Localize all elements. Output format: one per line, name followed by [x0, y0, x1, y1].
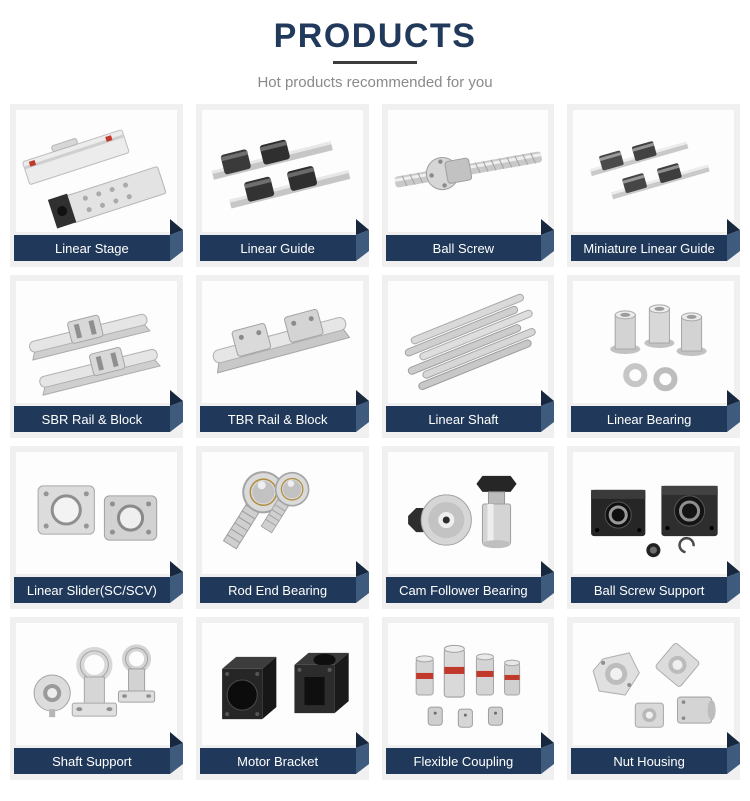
product-banner[interactable]: [571, 235, 727, 261]
product-card-tbr-rail[interactable]: [196, 275, 369, 438]
product-banner[interactable]: [200, 577, 356, 603]
product-image-flexible-coupling: [388, 623, 549, 745]
ribbon-fold-icon: [356, 390, 369, 432]
product-label: Shaft Support: [52, 753, 132, 769]
ribbon-fold-icon: [356, 732, 369, 774]
product-banner[interactable]: [14, 235, 170, 261]
ribbon-fold-icon: [170, 732, 183, 774]
product-banner[interactable]: [14, 748, 170, 774]
product-label: Rod End Bearing: [228, 582, 328, 598]
product-card-shaft-support[interactable]: [10, 617, 183, 780]
ribbon-fold-icon: [170, 561, 183, 603]
product-card-sbr-rail[interactable]: [10, 275, 183, 438]
product-banner[interactable]: [386, 406, 542, 432]
ribbon-fold-icon: [170, 390, 183, 432]
ribbon-fold-icon: [727, 390, 740, 432]
product-card-ball-screw-support[interactable]: [567, 446, 740, 609]
product-image-motor-bracket: [202, 623, 363, 745]
ribbon-fold-icon: [356, 561, 369, 603]
product-image-linear-slider: [16, 452, 177, 574]
product-banner[interactable]: [14, 577, 170, 603]
product-label: TBR Rail & Block: [227, 411, 328, 427]
product-image-ball-screw: [388, 110, 549, 232]
product-label: SBR Rail & Block: [41, 411, 143, 427]
product-label: Linear Slider(SC/SCV): [26, 582, 157, 598]
product-card-motor-bracket[interactable]: [196, 617, 369, 780]
product-card-linear-bearing[interactable]: [567, 275, 740, 438]
product-label: Flexible Coupling: [413, 753, 514, 769]
product-image-linear-guide: [202, 110, 363, 232]
product-card-nut-housing[interactable]: [567, 617, 740, 780]
product-banner[interactable]: [571, 577, 727, 603]
product-label: Miniature Linear Guide: [583, 240, 715, 256]
product-label: Motor Bracket: [237, 753, 319, 769]
ribbon-fold-icon: [727, 219, 740, 261]
ribbon-fold-icon: [727, 732, 740, 774]
products-header: [0, 0, 750, 91]
ribbon-fold-icon: [541, 732, 554, 774]
product-image-rod-end-bearing: [202, 452, 363, 574]
product-label: Linear Bearing: [606, 411, 692, 427]
ribbon-fold-icon: [541, 219, 554, 261]
product-card-cam-follower[interactable]: [382, 446, 555, 609]
product-card-linear-guide[interactable]: [196, 104, 369, 267]
ribbon-fold-icon: [727, 561, 740, 603]
product-card-linear-stage[interactable]: [10, 104, 183, 267]
product-card-linear-shaft[interactable]: [382, 275, 555, 438]
product-card-miniature-linear-guide[interactable]: [567, 104, 740, 267]
product-label: Ball Screw: [432, 240, 495, 256]
title-underline: [333, 61, 417, 64]
product-grid: [0, 104, 750, 780]
ribbon-fold-icon: [541, 561, 554, 603]
page-title: PRODUCTS: [273, 17, 477, 55]
product-image-ball-screw-support: [573, 452, 734, 574]
product-label: Cam Follower Bearing: [399, 582, 528, 598]
product-banner[interactable]: [571, 406, 727, 432]
product-image-sbr-rail: [16, 281, 177, 403]
product-image-cam-follower: [388, 452, 549, 574]
product-label: Linear Stage: [55, 240, 129, 256]
product-banner[interactable]: [386, 235, 542, 261]
product-image-linear-stage: [16, 110, 177, 232]
product-banner[interactable]: [571, 748, 727, 774]
product-image-miniature-linear-guide: [573, 110, 734, 232]
product-label: Linear Shaft: [428, 411, 499, 427]
product-label: Nut Housing: [613, 753, 685, 769]
product-image-tbr-rail: [202, 281, 363, 403]
product-card-linear-slider[interactable]: [10, 446, 183, 609]
product-image-nut-housing: [573, 623, 734, 745]
ribbon-fold-icon: [541, 390, 554, 432]
product-banner[interactable]: [386, 577, 542, 603]
ribbon-fold-icon: [170, 219, 183, 261]
product-card-ball-screw[interactable]: [382, 104, 555, 267]
ribbon-fold-icon: [356, 219, 369, 261]
product-label: Linear Guide: [240, 240, 315, 256]
product-image-linear-bearing: [573, 281, 734, 403]
product-image-linear-shaft: [388, 281, 549, 403]
product-label: Ball Screw Support: [593, 582, 705, 598]
page-subtitle: Hot products recommended for you: [257, 74, 493, 91]
product-card-rod-end-bearing[interactable]: [196, 446, 369, 609]
product-banner[interactable]: [200, 235, 356, 261]
product-banner[interactable]: [200, 406, 356, 432]
product-card-flexible-coupling[interactable]: [382, 617, 555, 780]
product-banner[interactable]: [386, 748, 542, 774]
product-image-shaft-support: [16, 623, 177, 745]
product-banner[interactable]: [200, 748, 356, 774]
product-banner[interactable]: [14, 406, 170, 432]
